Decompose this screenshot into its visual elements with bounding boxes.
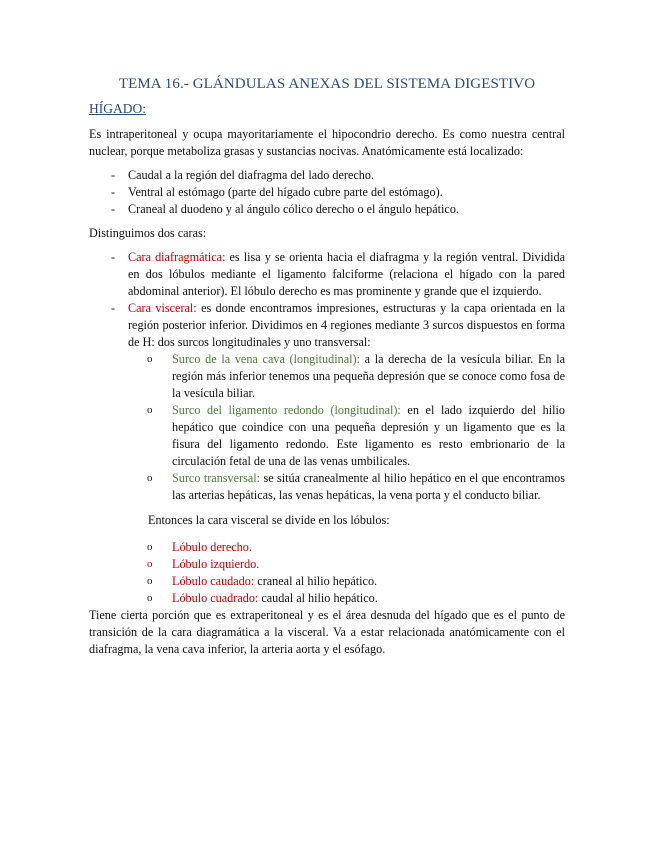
grooves-list [89,351,565,504]
circle-bullet: o [147,592,153,604]
circle-bullet: o [147,558,153,570]
groove-item: o Surco del ligamento redondo (longitudinal): en el lado izquierdo del hilio hepático que coindice con una pequeña depresión y un ligamento que es la fisura del ligamento redondo. Este ligamento es resto embrionario de la circulación fetal de una de las venas umbilicales. [147,403,565,468]
circle-bullet: o [147,353,153,365]
dash-bullet: - [111,185,116,199]
lobe-item: o Lóbulo cuadrado: caudal al hilio hepático. [147,591,378,605]
term-label: Lóbulo caudado: [172,574,255,588]
term-label: Lóbulo izquierdo. [172,557,260,571]
term-label: Surco de la vena cava (longitudinal): [172,352,360,366]
face-item-visceral: - Cara visceral: es donde encontramos impresiones, estructuras y la capa orientada en la región posterior inferior. Dividimos en 4 regiones mediante 3 surcos dispuestos en forma de H: dos surcos longitudinales y uno transversal: [111,301,565,349]
term-label: Surco del ligamento redondo (longitudinal): [172,403,401,417]
circle-bullet: o [147,575,153,587]
lobe-item [128,539,565,556]
faces-list [89,249,565,351]
lobes-list [89,539,565,607]
list-item: - Caudal a la región del diafragma del lado derecho. [111,168,375,182]
term-label: Lóbulo cuadrado: [172,591,259,605]
dash-bullet: - [111,250,116,264]
circle-bullet: o [147,404,153,416]
groove-item: o Surco de la vena cava (longitudinal): a la derecha de la vesícula biliar. En la región más inferior tenemos una pequeña depresión que se conoce como fosa de la vesícula biliar. [147,352,566,400]
location-list [89,167,565,218]
list-item: - Craneal al duodeno y al ángulo cólico derecho o el ángulo hepático. [111,202,459,216]
dash-bullet: - [111,168,116,182]
term-label: Surco transversal: [172,471,261,485]
term-label: Cara diafragmática: [128,250,226,264]
document-page [89,74,565,658]
faces-intro: Distinguimos dos caras: [89,226,207,240]
groove-item: o Surco transversal: se sitúa cranealmente al hilio hepático en el que encontramos las arterias hepáticas, las venas hepáticas, la vena porta y el conducto biliar. [147,471,565,502]
page-title: TEMA 16.- GLÁNDULAS ANEXAS DEL SISTEMA DIGESTIVO [118,76,536,92]
dash-bullet: - [111,202,116,216]
closing-paragraph: Tiene cierta porción que es extraperitoneal y es el área desnuda del hígado que es el punto de transición de la cara diagramática a la visceral. Va a estar relacionada anatómicamente con el diafragma, la vena cava inferior, la arteria aorta y el esófago. [89,608,565,656]
lobes-intro: Entonces la cara visceral se divide en los lóbulos: [148,513,390,527]
term-label: Cara visceral: [128,301,197,315]
dash-bullet: - [111,301,116,315]
lobe-item [128,556,565,573]
term-label: Lóbulo derecho. [172,540,252,554]
section-heading: HÍGADO: [89,101,146,116]
circle-bullet: o [147,541,153,553]
lobe-item: o Lóbulo caudado: craneal al hilio hepático. [147,574,378,588]
face-item-diaphragmatic: - Cara diafragmática: es lisa y se orienta hacia el diafragma y la región ventral. Dividida en dos lóbulos mediante el ligamento falciforme (relaciona el hígado con la pared abdominal anterior). El lóbulo derecho es mas prominente y grande que el izquierdo. [111,250,565,298]
list-item: - Ventral al estómago (parte del hígado cubre parte del estómago). [111,185,443,199]
circle-bullet: o [147,472,153,484]
intro-paragraph: Es intraperitoneal y ocupa mayoritariamente el hipocondrio derecho. Es como nuestra central nuclear, porque metaboliza grasas y sustancias nocivas. Anatómicamente está localizado: [89,127,565,158]
